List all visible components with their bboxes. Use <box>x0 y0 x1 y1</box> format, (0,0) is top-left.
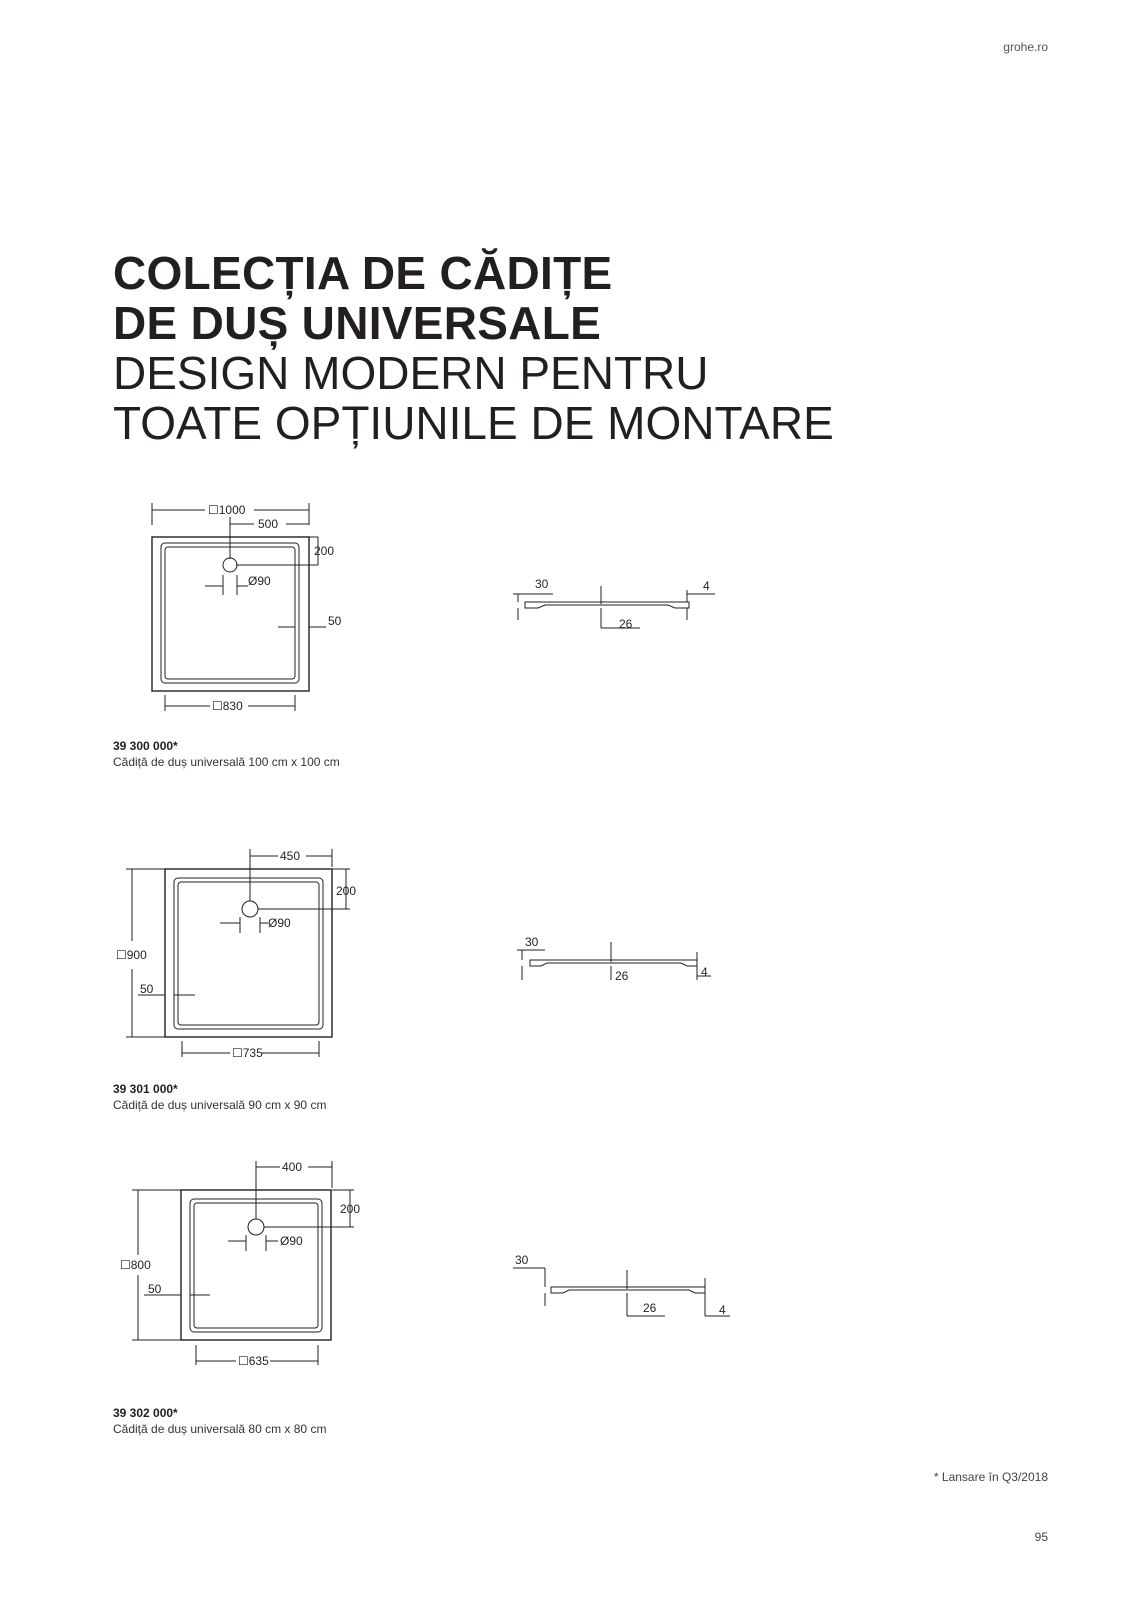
product-description: Cădiță de duș universală 90 cm x 90 cm <box>113 1098 327 1112</box>
product-description: Cădiță de duș universală 100 cm x 100 cm <box>113 755 340 769</box>
profile-drawing-800 <box>505 1250 745 1325</box>
dim-outer: ☐1000 <box>208 503 246 517</box>
profile-drawing-1000 <box>505 570 735 640</box>
dim-drain: Ø90 <box>248 574 271 588</box>
dim-edge: 4 <box>701 965 708 979</box>
dim-half: 500 <box>258 517 279 531</box>
dim-outer: ☐800 <box>120 1258 151 1272</box>
title-bold-line-2: DE DUȘ UNIVERSALE <box>113 297 602 349</box>
dim-rim: 50 <box>140 982 154 996</box>
dim-height: 30 <box>525 935 539 949</box>
plan-drawing-800 <box>110 1155 370 1375</box>
dim-half: 450 <box>280 849 301 863</box>
product-code: 39 302 000* <box>113 1406 178 1420</box>
product-description: Cădiță de duș universală 80 cm x 80 cm <box>113 1422 327 1436</box>
dim-drain-offset: 200 <box>336 884 357 898</box>
title-light-line-2: TOATE OPȚIUNILE DE MONTARE <box>113 397 834 449</box>
dim-height: 30 <box>515 1253 529 1267</box>
plan-drawing-900 <box>110 845 370 1070</box>
dim-edge: 4 <box>703 579 710 593</box>
title-light-line-1: DESIGN MODERN PENTRU <box>113 347 709 399</box>
dim-inner: ☐635 <box>238 1354 269 1368</box>
product-item <box>113 1081 326 1113</box>
dim-outer: ☐900 <box>116 948 147 962</box>
dim-height: 30 <box>535 577 549 591</box>
dim-half: 400 <box>282 1160 303 1174</box>
dim-drain: Ø90 <box>280 1234 303 1248</box>
dim-drain: Ø90 <box>268 916 291 930</box>
dim-rim: 50 <box>148 1282 162 1296</box>
dim-drain-offset: 200 <box>340 1202 361 1216</box>
dim-edge: 4 <box>719 1303 726 1317</box>
dim-drain-offset: 200 <box>314 544 335 558</box>
site-url: grohe.ro <box>1003 40 1048 54</box>
dim-inner: ☐830 <box>212 699 243 713</box>
dim-inner: ☐735 <box>232 1046 263 1060</box>
launch-footnote: * Lansare în Q3/2018 <box>933 1470 1048 1484</box>
page-title <box>113 248 834 448</box>
dim-center: 26 <box>619 617 633 631</box>
product-code: 39 301 000* <box>113 1082 178 1096</box>
product-item <box>113 1405 326 1437</box>
product-item <box>113 738 340 770</box>
product-code: 39 300 000* <box>113 739 178 753</box>
plan-drawing-1000 <box>140 495 360 720</box>
dim-center: 26 <box>643 1301 657 1315</box>
dim-center: 26 <box>615 969 629 983</box>
dim-rim: 50 <box>328 614 342 628</box>
profile-drawing-900 <box>505 932 735 992</box>
page-number: 95 <box>1034 1530 1048 1544</box>
title-bold-line-1: COLECȚIA DE CĂDIȚE <box>113 247 613 299</box>
